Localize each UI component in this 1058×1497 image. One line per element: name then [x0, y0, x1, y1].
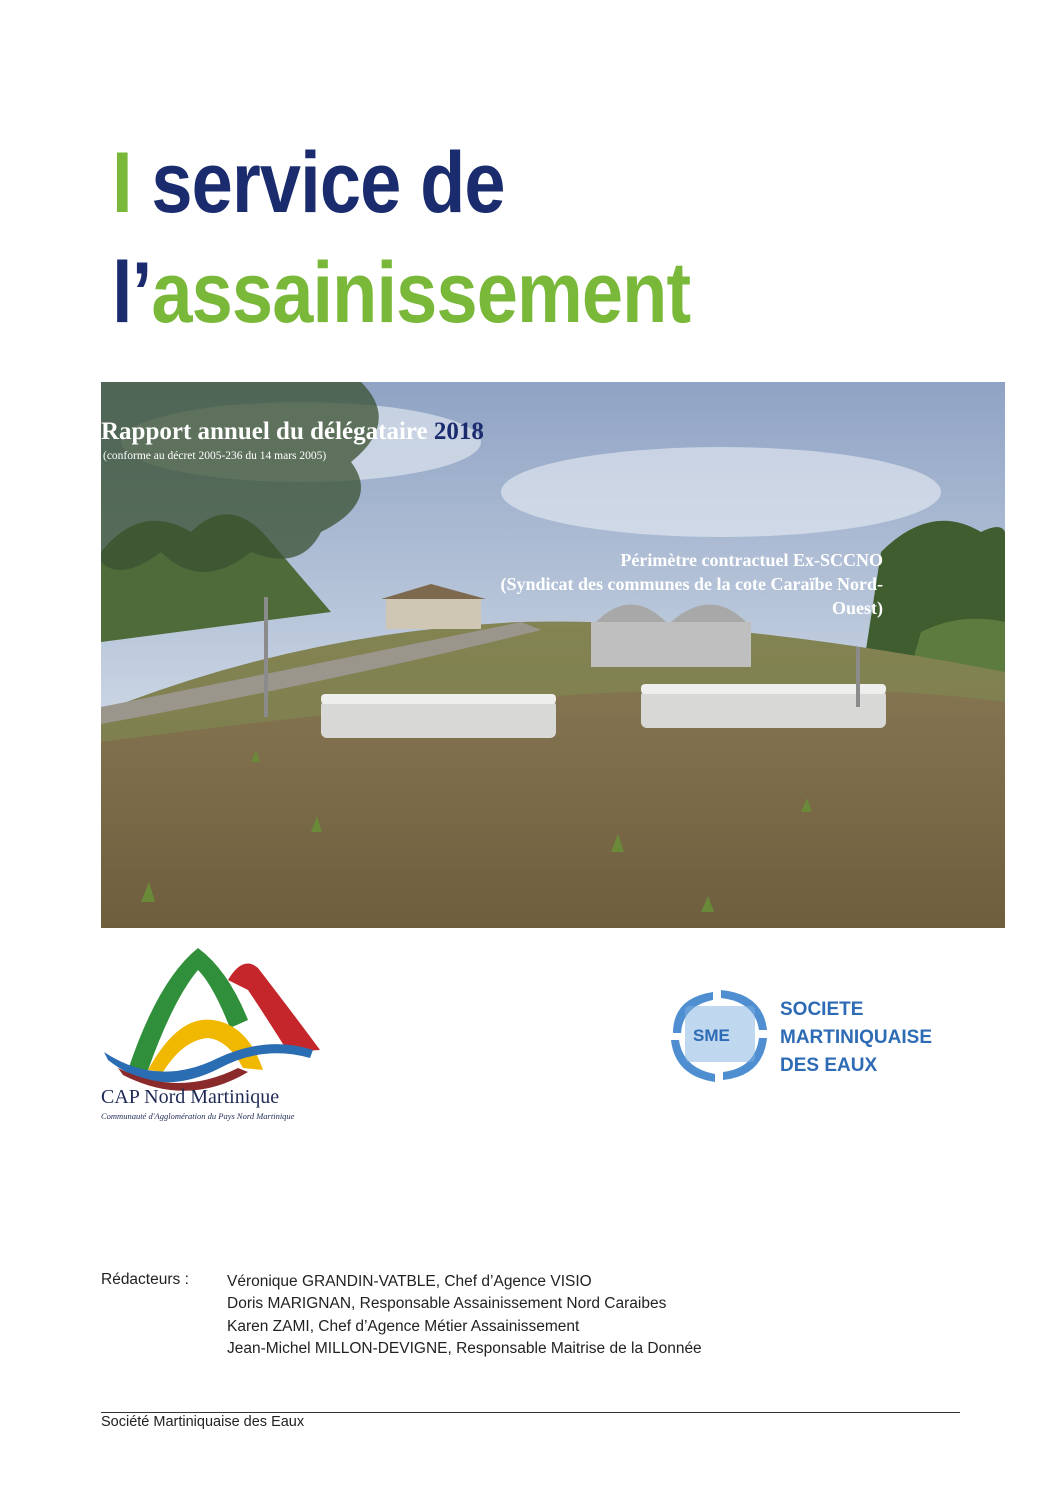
sme-name-line-1: SOCIETE	[780, 999, 864, 1020]
title-line-2	[112, 238, 783, 348]
document-title	[112, 128, 892, 348]
footer-divider	[101, 1412, 960, 1413]
title-service-de: service de	[151, 135, 505, 231]
cap-nord-subtitle: Communauté d'Agglomération du Pays Nord Martinique	[101, 1111, 295, 1121]
perimeter-line-1: Périmètre contractuel Ex-SCCNO	[620, 550, 883, 570]
perimeter-line-2: (Syndicat des communes de la cote Caraïbe Nord-	[500, 574, 883, 594]
redacteur-name: Karen ZAMI, Chef d’Agence Métier Assainissement	[227, 1317, 580, 1335]
sme-name	[780, 996, 932, 1080]
cover-photo	[101, 382, 1005, 928]
redacteur-name: Doris MARIGNAN, Responsable Assainissement Nord Caraibes	[227, 1295, 667, 1313]
title-line-1	[112, 128, 783, 238]
sme-abbreviation: SME	[693, 1026, 730, 1045]
redacteurs-list	[227, 1271, 702, 1360]
perimeter-line-3: Ouest)	[832, 598, 883, 618]
redacteurs-label: Rédacteurs :	[101, 1271, 189, 1288]
redacteur-name: Véronique GRANDIN-VATBLE, Chef d’Agence VISIO	[227, 1273, 592, 1290]
perimeter-label	[363, 548, 883, 620]
report-title	[101, 418, 484, 446]
wastewater-plant-image	[101, 382, 1005, 928]
cap-nord-name: CAP Nord Martinique	[101, 1086, 280, 1108]
redacteur-name: Jean-Michel MILLON-DEVIGNE, Responsable Maitrise de la Donnée	[227, 1339, 702, 1357]
title-apostrophe: l’	[112, 245, 152, 341]
report-title-text: Rapport annuel du délégataire	[101, 418, 428, 445]
title-bar: I	[112, 135, 132, 231]
report-year: 2018	[433, 418, 484, 445]
sme-name-line-3: DES EAUX	[780, 1055, 878, 1076]
report-subtitle: (conforme au décret 2005-236 du 14 mars 2005)	[103, 450, 327, 462]
sme-name-line-2: MARTINIQUAISE	[780, 1027, 932, 1048]
footer-company: Société Martiniquaise des Eaux	[101, 1414, 305, 1430]
title-assainissement: assainissement	[151, 245, 691, 341]
